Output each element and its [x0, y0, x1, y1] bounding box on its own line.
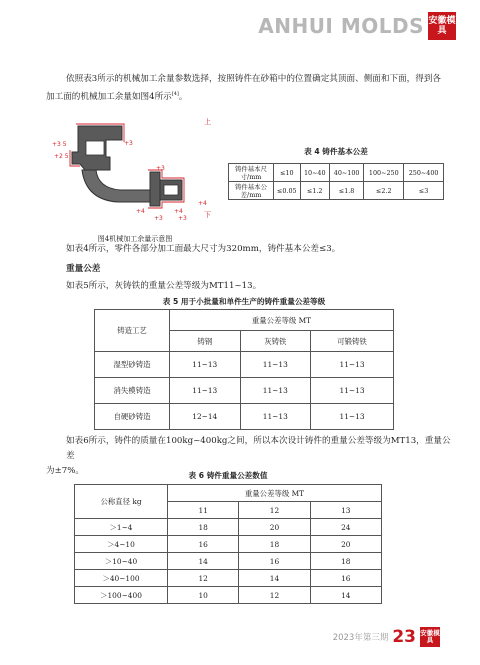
- table5-row-name: 消失模铸造: [95, 378, 170, 404]
- paragraph-3: 如表5所示，灰铸铁的重量公差等级为MT11~13。: [66, 281, 262, 291]
- table5-group-header: 重量公差等级 MT: [170, 310, 394, 331]
- table5-cell: 11~13: [170, 352, 241, 378]
- label-top: 上: [204, 118, 211, 126]
- table4-cell: ≤10: [274, 164, 301, 182]
- label-h: +3: [178, 215, 187, 222]
- label-e: +4: [136, 208, 145, 215]
- table6-cell: 20: [239, 519, 310, 536]
- section-title: 重量公差: [66, 264, 101, 274]
- table6-header-row: [75, 485, 382, 502]
- table5-cell: 11~13: [311, 352, 394, 378]
- table4-cell: 100~250: [364, 164, 404, 182]
- table-row: [95, 378, 394, 404]
- table4-row-size: [229, 164, 444, 182]
- table6-cell: 16: [310, 570, 381, 587]
- brand-seal: 安徽模具: [428, 12, 456, 40]
- table5-corner: 铸造工艺: [95, 310, 170, 352]
- table5-cell: 12~14: [170, 404, 241, 430]
- table4-cell: ≤1.2: [300, 182, 329, 200]
- table6-row-name: ＞10~40: [75, 553, 168, 570]
- table4-row-tolerance: [229, 182, 444, 200]
- label-b: +3: [124, 140, 133, 147]
- label-f: +3: [154, 215, 163, 222]
- table5-cell: 11~13: [311, 378, 394, 404]
- table5-row-name: 自硬砂铸造: [95, 404, 170, 430]
- figure-4: [50, 112, 220, 242]
- table6-title: 表 6 铸件重量公差数值: [188, 471, 268, 480]
- label-g: +4: [174, 208, 183, 215]
- intro-end: 。: [178, 91, 188, 102]
- footer-issue: 2023年第三期: [332, 633, 389, 643]
- table-row: [95, 404, 394, 430]
- table6-cell: 10: [168, 587, 239, 604]
- table6-col-header: 11: [168, 502, 239, 519]
- table6-cell: 16: [168, 536, 239, 553]
- table5-cell: 11~13: [170, 378, 241, 404]
- label-bottom: 下: [204, 211, 211, 219]
- label-c: +2 5: [54, 153, 69, 160]
- footer-seal: 安徽模具: [420, 627, 440, 647]
- casting-top-bore: [86, 141, 104, 155]
- header-brand: [258, 12, 456, 40]
- casting-flange: [150, 172, 160, 206]
- intro-line-2: [46, 87, 446, 105]
- table5-row-name: 湿型砂铸造: [95, 352, 170, 378]
- table-row: [75, 519, 382, 536]
- paragraph-4-line-2: 为±7%。: [46, 466, 85, 476]
- table6-row-name: ＞40~100: [75, 570, 168, 587]
- table6-cell: 12: [168, 570, 239, 587]
- intro-line-2-text: 加工面的机械加工余量如图4所示: [46, 91, 172, 102]
- paragraph-2: 如表4所示，零件各部分加工面最大尺寸为320mm，铸件基本公差≤3。: [66, 244, 341, 254]
- paragraph-4-line-1: 如表6所示，铸件的质量在100kg~400kg之间，所以本次设计铸件的重量公差等级为MT13，重量公差: [66, 436, 451, 461]
- table6-corner: 公称直径 kg: [75, 485, 168, 519]
- table4: [228, 163, 444, 200]
- page-number: 23: [392, 627, 416, 647]
- casting-boss-bore: [164, 185, 178, 195]
- table6-group-header: 重量公差等级 MT: [168, 485, 382, 502]
- table6-col-header: 12: [239, 502, 310, 519]
- table-row: [75, 553, 382, 570]
- table4-cell: 250~400: [404, 164, 444, 182]
- intro-line-1: 依照表3所示的机械加工余量参数选择，按照铸件在砂箱中的位置确定其顶面、侧面和下面，得到各: [66, 74, 442, 84]
- figure-4-caption: 图4机械加工余量示意图: [97, 235, 173, 243]
- table4-title: 表 4 铸件基本公差: [304, 147, 368, 156]
- table6-row-name: ＞100~400: [75, 587, 168, 604]
- table6-cell: 18: [310, 553, 381, 570]
- brand-text: ANHUI MOLDS: [258, 14, 424, 38]
- figure-4-drawing: [50, 112, 220, 224]
- table-row: [75, 536, 382, 553]
- table6-col-header: 13: [310, 502, 381, 519]
- table-row: [95, 352, 394, 378]
- table4-cell: 10~40: [300, 164, 329, 182]
- table5-cell: 11~13: [240, 404, 311, 430]
- table5-title: 表 5 用于小批量和单件生产的铸件重量公差等级: [162, 297, 326, 306]
- table6-cell: 18: [239, 536, 310, 553]
- table4-cell: ≤0.05: [274, 182, 301, 200]
- label-d: +3: [156, 165, 165, 172]
- table6-cell: 16: [239, 553, 310, 570]
- table5-cell: 11~13: [311, 404, 394, 430]
- table6-row-name: ＞1~4: [75, 519, 168, 536]
- intro-ref: [4]: [171, 91, 179, 97]
- table5-cell: 11~13: [240, 378, 311, 404]
- table6-cell: 14: [239, 570, 310, 587]
- table4-head-tolerance: 铸件基本公差/mm: [229, 182, 274, 200]
- table5: [94, 309, 394, 430]
- table5-col-header: 可锻铸铁: [311, 331, 394, 352]
- table4-cell: ≤2.2: [364, 182, 404, 200]
- table5-col-header: 铸钢: [170, 331, 241, 352]
- table6-cell: 12: [239, 587, 310, 604]
- table4-cell: ≤1.8: [329, 182, 364, 200]
- casting-arm: [82, 170, 150, 202]
- table5-col-header: 灰铸铁: [240, 331, 311, 352]
- table6-cell: 14: [310, 587, 381, 604]
- table4-cell: ≤3: [404, 182, 444, 200]
- table4-head-size: 铸件基本尺寸/mm: [229, 164, 274, 182]
- label-i: +4: [198, 200, 207, 207]
- table-row: [75, 587, 382, 604]
- table-row: [75, 570, 382, 587]
- table6-cell: 24: [310, 519, 381, 536]
- footer: [333, 627, 440, 647]
- label-a: +3 5: [52, 141, 67, 148]
- table5-cell: 11~13: [240, 352, 311, 378]
- intro-paragraph: [46, 72, 446, 105]
- table6-cell: 18: [168, 519, 239, 536]
- table5-header-row: [95, 310, 394, 331]
- table6-cell: 20: [310, 536, 381, 553]
- table4-cell: 40~100: [329, 164, 364, 182]
- table6: [74, 484, 382, 604]
- table6-row-name: ＞4~10: [75, 536, 168, 553]
- table6-cell: 14: [168, 553, 239, 570]
